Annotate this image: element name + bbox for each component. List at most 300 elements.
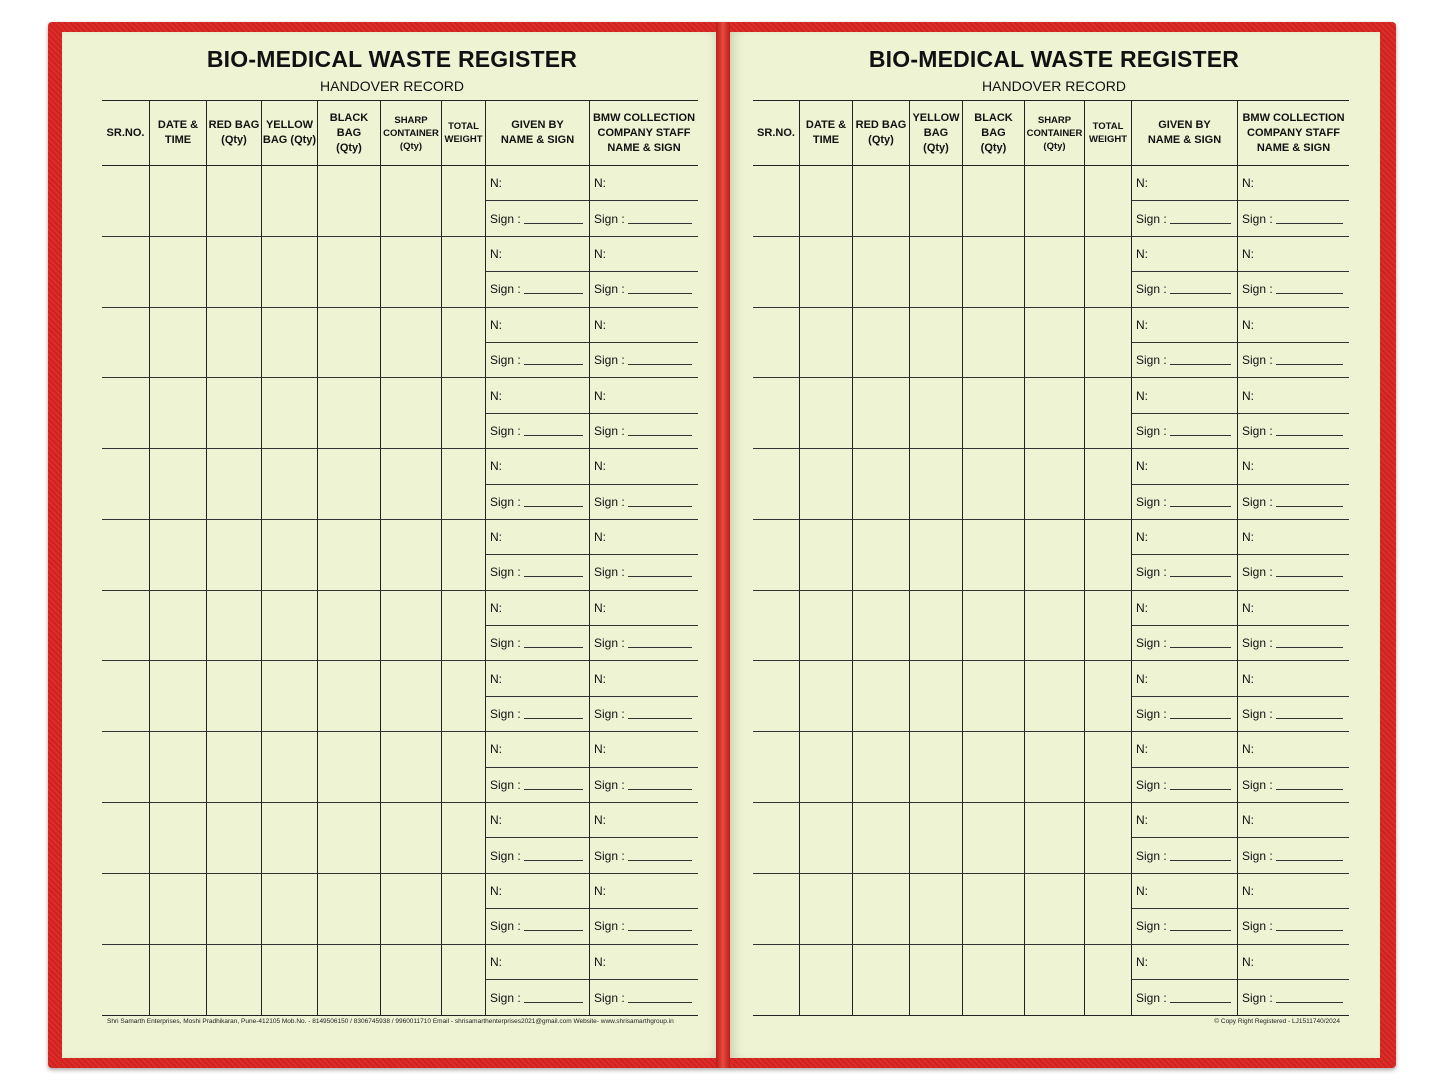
sign-field[interactable] [1238, 485, 1349, 520]
table-cell[interactable] [207, 308, 262, 343]
table-cell[interactable] [963, 485, 1025, 520]
name-field[interactable] [590, 449, 698, 484]
table-cell[interactable] [381, 945, 442, 980]
table-cell[interactable] [318, 732, 381, 767]
name-field[interactable] [486, 237, 590, 272]
table-cell[interactable] [102, 308, 150, 343]
table-cell[interactable] [963, 909, 1025, 944]
sign-field[interactable] [486, 838, 590, 873]
sign-field[interactable] [590, 626, 698, 661]
table-cell[interactable] [910, 201, 963, 236]
table-cell[interactable] [1085, 803, 1132, 838]
name-field[interactable] [1132, 237, 1238, 272]
table-cell[interactable] [910, 414, 963, 449]
table-cell[interactable] [207, 520, 262, 555]
table-cell[interactable] [853, 803, 910, 838]
table-cell[interactable] [753, 414, 800, 449]
table-cell[interactable] [910, 661, 963, 696]
table-cell[interactable] [150, 308, 207, 343]
table-cell[interactable] [963, 732, 1025, 767]
table-cell[interactable] [800, 237, 853, 272]
table-cell[interactable] [442, 308, 486, 343]
table-cell[interactable] [442, 520, 486, 555]
table-cell[interactable] [262, 166, 318, 201]
table-cell[interactable] [1025, 945, 1085, 980]
table-cell[interactable] [102, 555, 150, 590]
table-cell[interactable] [318, 803, 381, 838]
name-field[interactable] [1132, 874, 1238, 909]
table-cell[interactable] [910, 732, 963, 767]
table-cell[interactable] [442, 485, 486, 520]
table-cell[interactable] [1085, 768, 1132, 803]
table-cell[interactable] [262, 414, 318, 449]
table-cell[interactable] [963, 520, 1025, 555]
table-cell[interactable] [442, 697, 486, 732]
sign-field[interactable] [486, 485, 590, 520]
table-cell[interactable] [442, 768, 486, 803]
table-cell[interactable] [381, 874, 442, 909]
table-cell[interactable] [150, 732, 207, 767]
table-cell[interactable] [102, 909, 150, 944]
table-cell[interactable] [442, 343, 486, 378]
table-cell[interactable] [963, 591, 1025, 626]
table-cell[interactable] [1025, 485, 1085, 520]
table-cell[interactable] [753, 803, 800, 838]
sign-field[interactable] [1238, 272, 1349, 307]
table-cell[interactable] [262, 626, 318, 661]
table-cell[interactable] [381, 272, 442, 307]
table-cell[interactable] [800, 201, 853, 236]
table-cell[interactable] [150, 803, 207, 838]
table-cell[interactable] [442, 449, 486, 484]
table-cell[interactable] [853, 378, 910, 413]
table-cell[interactable] [207, 980, 262, 1015]
name-field[interactable] [590, 378, 698, 413]
sign-field[interactable] [1132, 768, 1238, 803]
table-cell[interactable] [753, 378, 800, 413]
name-field[interactable] [1132, 732, 1238, 767]
table-cell[interactable] [853, 414, 910, 449]
table-cell[interactable] [442, 874, 486, 909]
table-cell[interactable] [910, 838, 963, 873]
table-cell[interactable] [318, 626, 381, 661]
sign-field[interactable] [1238, 626, 1349, 661]
sign-field[interactable] [1132, 697, 1238, 732]
table-cell[interactable] [1085, 378, 1132, 413]
table-cell[interactable] [753, 166, 800, 201]
table-cell[interactable] [318, 768, 381, 803]
table-cell[interactable] [207, 591, 262, 626]
table-cell[interactable] [853, 591, 910, 626]
name-field[interactable] [1238, 237, 1349, 272]
table-cell[interactable] [442, 591, 486, 626]
sign-field[interactable] [590, 768, 698, 803]
table-cell[interactable] [207, 272, 262, 307]
table-cell[interactable] [753, 874, 800, 909]
table-cell[interactable] [262, 874, 318, 909]
table-cell[interactable] [442, 166, 486, 201]
table-cell[interactable] [262, 803, 318, 838]
table-cell[interactable] [800, 980, 853, 1015]
table-cell[interactable] [150, 166, 207, 201]
table-cell[interactable] [1085, 414, 1132, 449]
table-cell[interactable] [800, 485, 853, 520]
table-cell[interactable] [963, 237, 1025, 272]
sign-field[interactable] [590, 909, 698, 944]
table-cell[interactable] [753, 980, 800, 1015]
name-field[interactable] [1238, 732, 1349, 767]
name-field[interactable] [1132, 591, 1238, 626]
name-field[interactable] [486, 803, 590, 838]
table-cell[interactable] [1025, 414, 1085, 449]
sign-field[interactable] [486, 272, 590, 307]
table-cell[interactable] [318, 591, 381, 626]
table-cell[interactable] [910, 308, 963, 343]
table-cell[interactable] [102, 732, 150, 767]
name-field[interactable] [1238, 803, 1349, 838]
table-cell[interactable] [442, 201, 486, 236]
sign-field[interactable] [1238, 697, 1349, 732]
table-cell[interactable] [853, 201, 910, 236]
table-cell[interactable] [1085, 201, 1132, 236]
table-cell[interactable] [800, 308, 853, 343]
table-cell[interactable] [800, 626, 853, 661]
name-field[interactable] [1132, 945, 1238, 980]
table-cell[interactable] [910, 697, 963, 732]
table-cell[interactable] [1025, 166, 1085, 201]
sign-field[interactable] [590, 980, 698, 1015]
sign-field[interactable] [590, 414, 698, 449]
table-cell[interactable] [1025, 449, 1085, 484]
table-cell[interactable] [381, 803, 442, 838]
name-field[interactable] [590, 591, 698, 626]
table-cell[interactable] [1025, 909, 1085, 944]
table-cell[interactable] [381, 838, 442, 873]
name-field[interactable] [590, 661, 698, 696]
table-cell[interactable] [207, 378, 262, 413]
table-cell[interactable] [910, 485, 963, 520]
table-cell[interactable] [381, 343, 442, 378]
table-cell[interactable] [1085, 166, 1132, 201]
table-cell[interactable] [853, 874, 910, 909]
table-cell[interactable] [963, 343, 1025, 378]
name-field[interactable] [486, 732, 590, 767]
table-cell[interactable] [1085, 485, 1132, 520]
name-field[interactable] [590, 237, 698, 272]
table-cell[interactable] [753, 308, 800, 343]
table-cell[interactable] [910, 449, 963, 484]
sign-field[interactable] [1238, 343, 1349, 378]
sign-field[interactable] [590, 343, 698, 378]
table-cell[interactable] [318, 980, 381, 1015]
table-cell[interactable] [1025, 378, 1085, 413]
table-cell[interactable] [1085, 555, 1132, 590]
table-cell[interactable] [102, 343, 150, 378]
table-cell[interactable] [318, 661, 381, 696]
table-cell[interactable] [853, 732, 910, 767]
table-cell[interactable] [262, 520, 318, 555]
name-field[interactable] [590, 308, 698, 343]
table-cell[interactable] [207, 838, 262, 873]
name-field[interactable] [1238, 520, 1349, 555]
table-cell[interactable] [150, 945, 207, 980]
table-cell[interactable] [102, 272, 150, 307]
table-cell[interactable] [381, 555, 442, 590]
table-cell[interactable] [853, 626, 910, 661]
table-cell[interactable] [800, 945, 853, 980]
table-cell[interactable] [753, 768, 800, 803]
table-cell[interactable] [800, 272, 853, 307]
table-cell[interactable] [150, 697, 207, 732]
table-cell[interactable] [381, 201, 442, 236]
table-cell[interactable] [910, 343, 963, 378]
name-field[interactable] [1132, 661, 1238, 696]
table-cell[interactable] [800, 803, 853, 838]
name-field[interactable] [486, 945, 590, 980]
table-cell[interactable] [800, 909, 853, 944]
table-cell[interactable] [963, 555, 1025, 590]
sign-field[interactable] [1238, 768, 1349, 803]
table-cell[interactable] [1085, 909, 1132, 944]
name-field[interactable] [486, 449, 590, 484]
table-cell[interactable] [963, 980, 1025, 1015]
table-cell[interactable] [150, 838, 207, 873]
table-cell[interactable] [381, 732, 442, 767]
table-cell[interactable] [963, 308, 1025, 343]
table-cell[interactable] [262, 449, 318, 484]
table-cell[interactable] [963, 768, 1025, 803]
table-cell[interactable] [318, 697, 381, 732]
table-cell[interactable] [381, 378, 442, 413]
table-cell[interactable] [800, 449, 853, 484]
table-cell[interactable] [800, 555, 853, 590]
sign-field[interactable] [590, 485, 698, 520]
table-cell[interactable] [442, 626, 486, 661]
table-cell[interactable] [1085, 272, 1132, 307]
table-cell[interactable] [150, 201, 207, 236]
table-cell[interactable] [1025, 520, 1085, 555]
table-cell[interactable] [753, 272, 800, 307]
table-cell[interactable] [853, 485, 910, 520]
table-cell[interactable] [910, 555, 963, 590]
table-cell[interactable] [753, 732, 800, 767]
name-field[interactable] [1238, 378, 1349, 413]
table-cell[interactable] [753, 555, 800, 590]
table-cell[interactable] [910, 272, 963, 307]
name-field[interactable] [590, 520, 698, 555]
table-cell[interactable] [102, 838, 150, 873]
table-cell[interactable] [318, 414, 381, 449]
table-cell[interactable] [800, 838, 853, 873]
table-cell[interactable] [102, 520, 150, 555]
name-field[interactable] [1132, 449, 1238, 484]
table-cell[interactable] [753, 591, 800, 626]
table-cell[interactable] [753, 449, 800, 484]
table-cell[interactable] [150, 591, 207, 626]
table-cell[interactable] [381, 449, 442, 484]
name-field[interactable] [486, 166, 590, 201]
table-cell[interactable] [318, 909, 381, 944]
table-cell[interactable] [381, 768, 442, 803]
sign-field[interactable] [486, 201, 590, 236]
table-cell[interactable] [262, 343, 318, 378]
table-cell[interactable] [1025, 308, 1085, 343]
name-field[interactable] [486, 874, 590, 909]
table-cell[interactable] [262, 378, 318, 413]
table-cell[interactable] [102, 166, 150, 201]
table-cell[interactable] [800, 166, 853, 201]
table-cell[interactable] [262, 272, 318, 307]
table-cell[interactable] [318, 449, 381, 484]
table-cell[interactable] [207, 803, 262, 838]
table-cell[interactable] [442, 414, 486, 449]
table-cell[interactable] [381, 980, 442, 1015]
table-cell[interactable] [207, 697, 262, 732]
table-cell[interactable] [262, 980, 318, 1015]
table-cell[interactable] [150, 555, 207, 590]
table-cell[interactable] [381, 661, 442, 696]
table-cell[interactable] [442, 980, 486, 1015]
table-cell[interactable] [207, 626, 262, 661]
table-cell[interactable] [853, 768, 910, 803]
table-cell[interactable] [963, 697, 1025, 732]
table-cell[interactable] [102, 449, 150, 484]
sign-field[interactable] [1132, 272, 1238, 307]
table-cell[interactable] [800, 661, 853, 696]
table-cell[interactable] [150, 768, 207, 803]
sign-field[interactable] [486, 980, 590, 1015]
table-cell[interactable] [800, 343, 853, 378]
table-cell[interactable] [853, 909, 910, 944]
sign-field[interactable] [1132, 485, 1238, 520]
table-cell[interactable] [853, 308, 910, 343]
name-field[interactable] [1132, 166, 1238, 201]
table-cell[interactable] [102, 697, 150, 732]
table-cell[interactable] [753, 661, 800, 696]
table-cell[interactable] [1025, 732, 1085, 767]
table-cell[interactable] [853, 272, 910, 307]
table-cell[interactable] [442, 945, 486, 980]
table-cell[interactable] [963, 414, 1025, 449]
table-cell[interactable] [207, 555, 262, 590]
table-cell[interactable] [1085, 980, 1132, 1015]
name-field[interactable] [1238, 308, 1349, 343]
table-cell[interactable] [262, 909, 318, 944]
table-cell[interactable] [207, 485, 262, 520]
table-cell[interactable] [262, 591, 318, 626]
table-cell[interactable] [1025, 980, 1085, 1015]
table-cell[interactable] [1025, 201, 1085, 236]
table-cell[interactable] [753, 909, 800, 944]
table-cell[interactable] [1085, 308, 1132, 343]
sign-field[interactable] [486, 768, 590, 803]
table-cell[interactable] [1025, 838, 1085, 873]
table-cell[interactable] [150, 874, 207, 909]
name-field[interactable] [1238, 661, 1349, 696]
table-cell[interactable] [207, 661, 262, 696]
sign-field[interactable] [590, 201, 698, 236]
table-cell[interactable] [853, 661, 910, 696]
table-cell[interactable] [318, 838, 381, 873]
sign-field[interactable] [590, 838, 698, 873]
table-cell[interactable] [262, 732, 318, 767]
table-cell[interactable] [800, 732, 853, 767]
table-cell[interactable] [102, 874, 150, 909]
table-cell[interactable] [150, 343, 207, 378]
table-cell[interactable] [753, 485, 800, 520]
table-cell[interactable] [150, 980, 207, 1015]
table-cell[interactable] [963, 874, 1025, 909]
table-cell[interactable] [853, 449, 910, 484]
table-cell[interactable] [318, 308, 381, 343]
table-cell[interactable] [381, 414, 442, 449]
table-cell[interactable] [442, 661, 486, 696]
table-cell[interactable] [318, 201, 381, 236]
sign-field[interactable] [1238, 555, 1349, 590]
table-cell[interactable] [853, 237, 910, 272]
table-cell[interactable] [102, 237, 150, 272]
table-cell[interactable] [1025, 626, 1085, 661]
sign-field[interactable] [1238, 838, 1349, 873]
table-cell[interactable] [381, 237, 442, 272]
table-cell[interactable] [963, 166, 1025, 201]
table-cell[interactable] [753, 520, 800, 555]
table-cell[interactable] [207, 201, 262, 236]
table-cell[interactable] [1025, 237, 1085, 272]
table-cell[interactable] [1025, 874, 1085, 909]
table-cell[interactable] [442, 237, 486, 272]
table-cell[interactable] [963, 449, 1025, 484]
table-cell[interactable] [102, 201, 150, 236]
table-cell[interactable] [207, 414, 262, 449]
table-cell[interactable] [442, 378, 486, 413]
name-field[interactable] [1132, 378, 1238, 413]
table-cell[interactable] [207, 768, 262, 803]
name-field[interactable] [1238, 591, 1349, 626]
table-cell[interactable] [207, 945, 262, 980]
table-cell[interactable] [963, 661, 1025, 696]
table-cell[interactable] [963, 272, 1025, 307]
table-cell[interactable] [318, 485, 381, 520]
name-field[interactable] [1238, 945, 1349, 980]
table-cell[interactable] [853, 980, 910, 1015]
table-cell[interactable] [381, 909, 442, 944]
name-field[interactable] [1238, 449, 1349, 484]
table-cell[interactable] [800, 378, 853, 413]
table-cell[interactable] [1085, 520, 1132, 555]
sign-field[interactable] [486, 343, 590, 378]
table-cell[interactable] [442, 803, 486, 838]
sign-field[interactable] [590, 555, 698, 590]
table-cell[interactable] [753, 343, 800, 378]
table-cell[interactable] [262, 697, 318, 732]
table-cell[interactable] [102, 661, 150, 696]
sign-field[interactable] [1238, 909, 1349, 944]
table-cell[interactable] [910, 237, 963, 272]
table-cell[interactable] [150, 661, 207, 696]
table-cell[interactable] [207, 343, 262, 378]
table-cell[interactable] [207, 909, 262, 944]
table-cell[interactable] [910, 803, 963, 838]
table-cell[interactable] [800, 414, 853, 449]
table-cell[interactable] [1025, 591, 1085, 626]
table-cell[interactable] [442, 555, 486, 590]
table-cell[interactable] [800, 768, 853, 803]
table-cell[interactable] [753, 697, 800, 732]
table-cell[interactable] [800, 591, 853, 626]
table-cell[interactable] [853, 343, 910, 378]
table-cell[interactable] [318, 945, 381, 980]
